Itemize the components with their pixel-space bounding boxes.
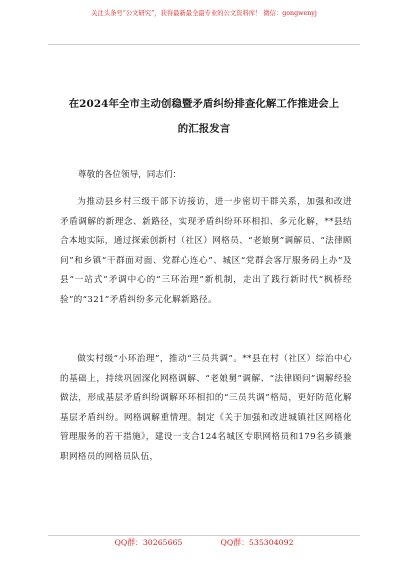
paragraph-2: 做实村级“小环治理”，推动“三员共调”。**县在村（社区）综治中心的基础上，持续巩固深化网格调解、“老娘舅”调解、“法律顾问”调解经验做法，形成基层矛盾纠纷调解环环相扣的“三员共调”格局，更好防范化解基层矛盾纠纷。网格调解重情理。制定《关于加强和改进城镇社区网格化管理服务的若干措施》，建设一支合124名城区专职网格员和179名乡镇兼职网格员的网格员队伍， bbox=[60, 354, 352, 462]
footer bbox=[0, 536, 408, 550]
greeting: 尊敬的各位领导，同志们： bbox=[78, 170, 182, 180]
document-title-line-2: 的汇报发言 bbox=[177, 123, 231, 135]
header-divider bbox=[48, 44, 360, 45]
footer-qq-left: QQ群：30265665 bbox=[114, 538, 183, 547]
paragraph-1: 为推动县乡村三级干部下访接访，进一步密切干群关系，加强和改进矛盾调解的新理念、新路径，实现矛盾纠纷环环相扣、多元化解，**县结合本地实际，通过探索创新村（社区）网格员、“老娘舅”调解员、“法律顾问”和乡镇“干群面对面、党群心连心”、城区“党群会客厅服务码上办”及县“一站式”矛调中心的“三环治理”新机制，走出了践行新时代“枫桥经验”的“321”矛盾纠纷多元化解新路径。 bbox=[60, 197, 352, 305]
document-title-line-1: 在2024年全市主动创稳暨矛盾纠纷排查化解工作推进会上 bbox=[68, 98, 340, 110]
header-banner: 关注头条号“公文研究”，获得最新最全最专业的公文资料库！ 微信：gongwenyj bbox=[91, 10, 317, 17]
footer-qq-right: QQ群：535304092 bbox=[220, 538, 294, 547]
